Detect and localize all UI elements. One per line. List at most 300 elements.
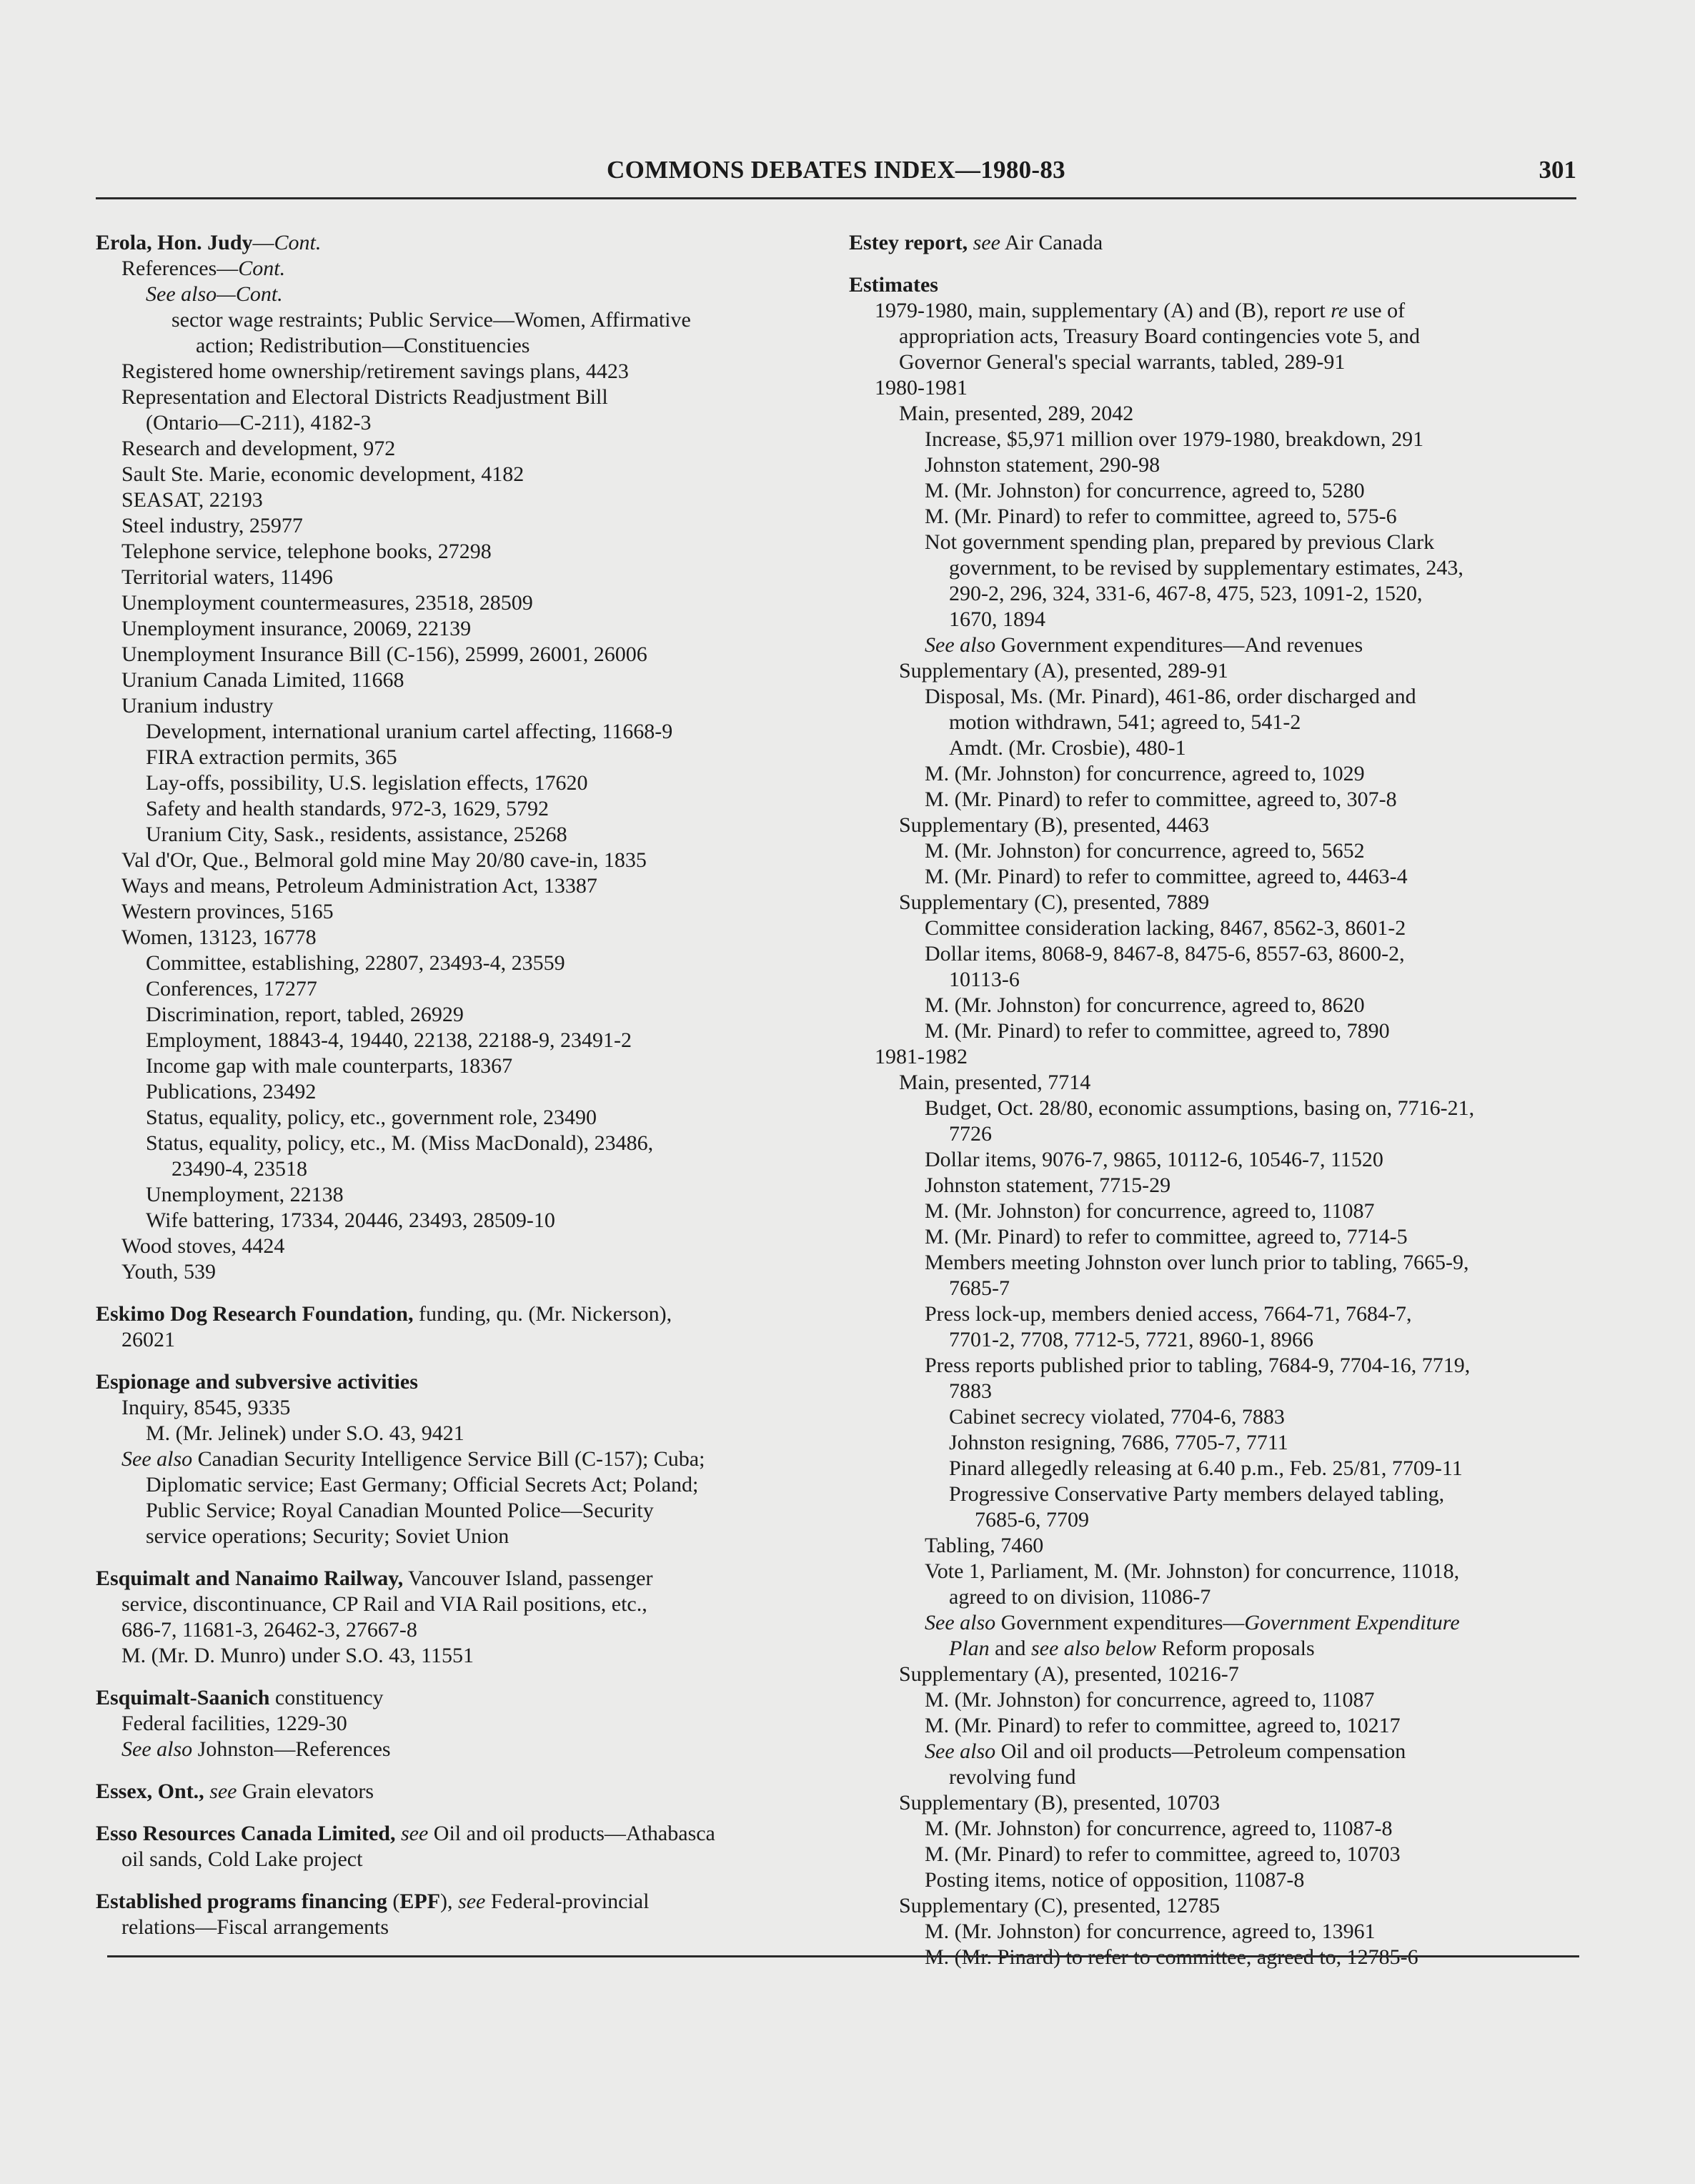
entry-subline	[96, 410, 817, 436]
entry-text: Johnston statement, 290-98	[925, 453, 1160, 477]
entry-text: 1980-1981	[875, 376, 968, 399]
entry-text	[968, 231, 973, 254]
entry-heading	[96, 1821, 817, 1847]
entry-heading	[96, 1685, 817, 1711]
entry-text: service operations; Security; Soviet Union	[146, 1524, 510, 1548]
entry-subline	[849, 1687, 1585, 1713]
entry-text: Uranium industry	[121, 694, 274, 718]
entry-heading	[96, 1566, 817, 1592]
entry-text: (Ontario—C-211), 4182-3	[146, 411, 372, 435]
entry-subline	[849, 890, 1585, 915]
entry-subline	[849, 941, 1585, 967]
entry-text: Budget, Oct. 28/80, economic assumptions, basing on, 7716-21,	[925, 1096, 1475, 1120]
entry-text: Air Canada	[1000, 231, 1103, 254]
entry-subline	[96, 565, 817, 590]
entry-subline	[96, 359, 817, 384]
entry-text: Plan	[949, 1637, 990, 1660]
entry-subline	[96, 796, 817, 822]
index-entry	[96, 1369, 817, 1549]
entry-subline	[849, 1739, 1585, 1764]
entry-text: M. (Mr. Johnston) for concurrence, agreed to, 11087	[925, 1688, 1375, 1712]
entry-subline	[96, 848, 817, 873]
entry-text: Main, presented, 7714	[899, 1071, 1091, 1094]
entry-subline	[849, 478, 1585, 504]
entry-subline	[849, 1379, 1585, 1404]
entry-text: Discrimination, report, tabled, 26929	[146, 1003, 464, 1026]
entry-subline	[96, 642, 817, 667]
entry-subline	[96, 719, 817, 745]
entry-text: Western provinces, 5165	[121, 900, 334, 923]
entry-text: Estey report,	[849, 231, 968, 254]
entry-text: Cont.	[274, 231, 322, 254]
entry-text: Development, international uranium cartel affecting, 11668-9	[146, 720, 673, 743]
entry-text: Safety and health standards, 972-3, 1629, 5792	[146, 797, 550, 820]
entry-text: Federal-provincial	[485, 1890, 650, 1913]
entry-text: motion withdrawn, 541; agreed to, 541-2	[949, 710, 1301, 734]
entry-text: Press lock-up, members denied access, 7664-71, 7684-7,	[925, 1302, 1412, 1326]
entry-text: M. (Mr. Pinard) to refer to committee, agreed to, 7890	[925, 1019, 1390, 1043]
entry-text: relations—Fiscal arrangements	[121, 1915, 389, 1939]
entry-text: Unemployment countermeasures, 23518, 28509	[121, 591, 533, 615]
page-header	[96, 156, 1576, 199]
entry-text: Steel industry, 25977	[121, 514, 303, 537]
entry-subline	[849, 864, 1585, 890]
entry-text: Status, equality, policy, etc., M. (Miss MacDonald), 23486,	[146, 1131, 654, 1155]
entry-text: Research and development, 972	[121, 437, 396, 460]
entry-text: funding, qu. (Mr. Nickerson),	[413, 1302, 672, 1326]
entry-subline	[849, 1198, 1585, 1224]
entry-subline	[849, 1790, 1585, 1816]
entry-text: Registered home ownership/retirement savings plans, 4423	[121, 359, 629, 383]
entry-text: Grain elevators	[237, 1780, 374, 1803]
bottom-rule	[107, 1955, 1579, 1957]
entry-subline	[96, 1327, 817, 1353]
entry-text: appropriation acts, Treasury Board contingencies vote 5, and	[899, 324, 1420, 348]
entry-heading	[96, 1369, 817, 1395]
entry-text: EPF	[399, 1890, 441, 1913]
entry-subline	[96, 616, 817, 642]
entry-text: —	[252, 231, 274, 254]
entry-text: Johnston resigning, 7686, 7705-7, 7711	[949, 1431, 1288, 1454]
entry-subline	[849, 684, 1585, 710]
entry-subline	[96, 1028, 817, 1053]
entry-text: see also below	[1031, 1637, 1156, 1660]
entry-text: See also	[121, 1447, 193, 1471]
entry-subline	[96, 950, 817, 976]
entry-text: Press reports published prior to tabling, 7684-9, 7704-16, 7719,	[925, 1354, 1471, 1377]
entry-text: see	[458, 1890, 486, 1913]
entry-text: M. (Mr. Pinard) to refer to committee, agreed to, 307-8	[925, 788, 1397, 811]
entry-text: Committee, establishing, 22807, 23493-4, 23559	[146, 951, 565, 975]
entry-text: re	[1331, 299, 1348, 322]
entry-text: M. (Mr. Johnston) for concurrence, agreed to, 13961	[925, 1920, 1376, 1943]
entry-text: See also	[121, 1737, 193, 1761]
entry-text: M. (Mr. Johnston) for concurrence, agreed to, 11087-8	[925, 1817, 1393, 1840]
entry-subline	[96, 1002, 817, 1028]
entry-text: See also	[925, 633, 996, 657]
entry-subline	[849, 915, 1585, 941]
index-entry	[96, 1779, 817, 1805]
entry-text: Esquimalt and Nanaimo Railway,	[96, 1567, 404, 1590]
entry-heading	[96, 1779, 817, 1805]
entry-subline	[96, 1105, 817, 1131]
entry-subline	[96, 976, 817, 1002]
entry-text	[395, 1822, 401, 1845]
entry-text: Supplementary (B), presented, 10703	[899, 1791, 1221, 1815]
entry-text: see	[973, 231, 1000, 254]
entry-subline	[849, 1481, 1585, 1507]
entry-subline	[96, 539, 817, 565]
entry-text: Publications, 23492	[146, 1080, 317, 1103]
entry-subline	[96, 899, 817, 925]
entry-text: Estimates	[849, 273, 938, 297]
entry-subline	[849, 993, 1585, 1018]
entry-text: Inquiry, 8545, 9335	[121, 1396, 291, 1419]
entry-subline	[849, 530, 1585, 555]
entry-text: agreed to on division, 11086-7	[949, 1585, 1211, 1609]
entry-subline	[96, 1711, 817, 1737]
index-entry	[849, 230, 1585, 256]
entry-text: Governor General's special warrants, tabled, 289-91	[899, 350, 1346, 374]
index-entry	[96, 230, 817, 1285]
entry-text: M. (Mr. Pinard) to refer to committee, agreed to, 10217	[925, 1714, 1401, 1737]
entry-subline	[96, 745, 817, 770]
entry-subline	[96, 1472, 817, 1498]
entry-text: Government expenditures—And revenues	[995, 633, 1363, 657]
entry-text: Unemployment, 22138	[146, 1183, 344, 1206]
entry-text: Government Expenditure	[1244, 1611, 1460, 1634]
entry-text: M. (Mr. Johnston) for concurrence, agreed to, 5652	[925, 839, 1365, 863]
entry-subline	[849, 324, 1585, 349]
entry-text: 10113-6	[949, 968, 1020, 991]
entry-text: Supplementary (B), presented, 4463	[899, 813, 1210, 837]
entry-text: oil sands, Cold Lake project	[121, 1847, 363, 1871]
entry-text: M. (Mr. Pinard) to refer to committee, agreed to, 575-6	[925, 505, 1397, 528]
entry-text: Lay-offs, possibility, U.S. legislation effects, 17620	[146, 771, 588, 795]
entry-subline	[96, 822, 817, 848]
entry-text: Income gap with male counterparts, 18367	[146, 1054, 513, 1078]
entry-subline	[849, 1636, 1585, 1662]
entry-subline	[849, 1584, 1585, 1610]
entry-text: Status, equality, policy, etc., government role, 23490	[146, 1106, 597, 1129]
entry-text: M. (Mr. Pinard) to refer to committee, agreed to, 7714-5	[925, 1225, 1408, 1249]
entry-subline	[849, 555, 1585, 581]
entry-subline	[849, 452, 1585, 478]
entry-subline	[849, 632, 1585, 658]
entry-text: 7726	[949, 1122, 992, 1146]
entry-text: Dollar items, 9076-7, 9865, 10112-6, 10546-7, 11520	[925, 1148, 1383, 1171]
entry-subline	[849, 787, 1585, 813]
entry-text: Eskimo Dog Research Foundation,	[96, 1302, 414, 1326]
entry-subline	[96, 1131, 817, 1156]
entry-subline	[849, 1919, 1585, 1945]
entry-subline	[96, 1617, 817, 1643]
entry-text: Reform proposals	[1155, 1637, 1315, 1660]
entry-text: use of	[1348, 299, 1406, 322]
page-number: 301	[1539, 156, 1576, 184]
index-entry	[96, 1566, 817, 1669]
entry-subline	[849, 1147, 1585, 1173]
running-head-title: COMMONS DEBATES INDEX—1980-83	[607, 156, 1065, 184]
entry-text: Representation and Electoral Districts Readjustment Bill	[121, 385, 608, 409]
entry-text: Pinard allegedly releasing at 6.40 p.m., Feb. 25/81, 7709-11	[949, 1456, 1463, 1480]
entry-subline	[849, 1070, 1585, 1096]
entry-subline	[849, 1816, 1585, 1842]
entry-text: Canadian Security Intelligence Service Bill (C-157); Cuba;	[192, 1447, 705, 1471]
entry-text: M. (Mr. D. Munro) under S.O. 43, 11551	[121, 1644, 474, 1667]
entry-subline	[849, 1764, 1585, 1790]
entry-subline	[96, 1421, 817, 1446]
entry-text: Disposal, Ms. (Mr. Pinard), 461-86, order discharged and	[925, 685, 1416, 708]
entry-subline	[96, 513, 817, 539]
entry-text: and	[989, 1637, 1031, 1660]
entry-text: Oil and oil products—Athabasca	[428, 1822, 715, 1845]
entry-subline	[849, 1507, 1585, 1533]
entry-subline	[849, 504, 1585, 530]
entry-subline	[96, 1156, 817, 1182]
entry-text: Posting items, notice of opposition, 11087-8	[925, 1868, 1305, 1892]
entry-text: Sault Ste. Marie, economic development, 4182	[121, 462, 525, 486]
entry-subline	[96, 436, 817, 462]
entry-subline	[96, 1592, 817, 1617]
entry-subline	[849, 298, 1585, 324]
entry-text: M. (Mr. Pinard) to refer to committee, agreed to, 10703	[925, 1842, 1401, 1866]
entry-text: 7685-7	[949, 1276, 1010, 1300]
entry-subline	[849, 658, 1585, 684]
entry-subline	[849, 710, 1585, 735]
entry-text: 23490-4, 23518	[172, 1157, 307, 1181]
entry-subline	[849, 1610, 1585, 1636]
entry-text: 290-2, 296, 324, 331-6, 467-8, 475, 523, 1091-2, 1520,	[949, 582, 1423, 605]
entry-text: Oil and oil products—Petroleum compensation	[995, 1739, 1406, 1763]
entry-subline	[96, 1208, 817, 1234]
entry-subline	[96, 873, 817, 899]
entry-text: see	[209, 1780, 237, 1803]
entry-subline	[849, 349, 1585, 375]
entry-text: FIRA extraction permits, 365	[146, 745, 397, 769]
entry-subline	[96, 1915, 817, 1940]
entry-subline	[849, 1018, 1585, 1044]
entry-subline	[96, 590, 817, 616]
entry-subline	[96, 1643, 817, 1669]
entry-subline	[849, 427, 1585, 452]
entry-text: Main, presented, 289, 2042	[899, 402, 1134, 425]
entry-subline	[849, 1559, 1585, 1584]
entry-subline	[96, 770, 817, 796]
entry-subline	[849, 735, 1585, 761]
entry-subline	[96, 307, 817, 333]
entry-subline	[849, 761, 1585, 787]
entry-text: Wood stoves, 4424	[121, 1234, 285, 1258]
entry-text: 7685-6, 7709	[975, 1508, 1089, 1532]
index-entry	[96, 1685, 817, 1762]
entry-text: Not government spending plan, prepared by previous Clark	[925, 530, 1435, 554]
entry-subline	[849, 1173, 1585, 1198]
entry-text: 686-7, 11681-3, 26462-3, 27667-8	[121, 1618, 417, 1642]
entry-subline	[849, 401, 1585, 427]
entry-text: Telephone service, telephone books, 27298	[121, 540, 492, 563]
entry-subline	[849, 375, 1585, 401]
entry-text: Dollar items, 8068-9, 8467-8, 8475-6, 8557-63, 8600-2,	[925, 942, 1405, 966]
entry-text: Erola, Hon. Judy	[96, 231, 253, 254]
entry-subline	[96, 256, 817, 282]
entry-text: Supplementary (C), presented, 7889	[899, 890, 1210, 914]
entry-text: SEASAT, 22193	[121, 488, 263, 512]
entry-subline	[849, 1713, 1585, 1739]
entry-heading	[96, 1889, 817, 1915]
entry-text: 1979-1980, main, supplementary (A) and (B), report	[875, 299, 1331, 322]
entry-text: Supplementary (A), presented, 10216-7	[899, 1662, 1239, 1686]
entry-subline	[849, 1867, 1585, 1893]
entry-text: Uranium City, Sask., residents, assistance, 25268	[146, 823, 567, 846]
entry-subline	[849, 607, 1585, 632]
entry-subline	[849, 1842, 1585, 1867]
entry-subline	[849, 1224, 1585, 1250]
entry-text: action; Redistribution—Constituencies	[196, 334, 530, 357]
entry-text: ),	[440, 1890, 459, 1913]
entry-subline	[849, 1404, 1585, 1430]
entry-text: Diplomatic service; East Germany; Official Secrets Act; Poland;	[146, 1473, 699, 1496]
entry-text: government, to be revised by supplementary estimates, 243,	[949, 556, 1463, 580]
entry-text: Territorial waters, 11496	[121, 565, 333, 589]
entry-text: Conferences, 17277	[146, 977, 317, 1001]
entry-text: M. (Mr. Johnston) for concurrence, agreed to, 1029	[925, 762, 1365, 785]
entry-text: Government expenditures—	[995, 1611, 1245, 1634]
entry-text: Esso Resources Canada Limited,	[96, 1822, 396, 1845]
index-entry	[96, 1301, 817, 1353]
entry-subline	[96, 487, 817, 513]
entry-subline	[849, 1121, 1585, 1147]
entry-subline	[849, 1327, 1585, 1353]
entry-subline	[849, 1945, 1585, 1970]
entry-text: Ways and means, Petroleum Administration Act, 13387	[121, 874, 597, 898]
entry-text: M. (Mr. Johnston) for concurrence, agreed to, 5280	[925, 479, 1365, 502]
entry-subline	[96, 693, 817, 719]
entry-text: Johnston statement, 7715-29	[925, 1173, 1171, 1197]
entry-text: Increase, $5,971 million over 1979-1980, breakdown, 291	[925, 427, 1424, 451]
entry-text: revolving fund	[949, 1765, 1076, 1789]
entry-text: See also	[925, 1611, 996, 1634]
entry-text: Established programs financing	[96, 1890, 387, 1913]
entry-subline	[849, 1044, 1585, 1070]
entry-subline	[849, 1893, 1585, 1919]
entry-text: 7883	[949, 1379, 992, 1403]
entry-text: 1981-1982	[875, 1045, 968, 1068]
entry-text: service, discontinuance, CP Rail and VIA Rail positions, etc.,	[121, 1592, 647, 1616]
entry-text: Unemployment Insurance Bill (C-156), 25999, 26001, 26006	[121, 642, 647, 666]
entry-text: Progressive Conservative Party members delayed tabling,	[949, 1482, 1445, 1506]
entry-text: Vote 1, Parliament, M. (Mr. Johnston) for concurrence, 11018,	[925, 1559, 1460, 1583]
entry-subline	[96, 1079, 817, 1105]
entry-text: Uranium Canada Limited, 11668	[121, 668, 404, 692]
entry-subline	[849, 1456, 1585, 1481]
entry-text: Tabling, 7460	[925, 1534, 1044, 1557]
entry-text: Vancouver Island, passenger	[403, 1567, 653, 1590]
entry-text: Federal facilities, 1229-30	[121, 1712, 347, 1735]
entry-subline	[849, 1353, 1585, 1379]
entry-text: Supplementary (C), presented, 12785	[899, 1894, 1221, 1917]
entry-text: Cabinet secrecy violated, 7704-6, 7883	[949, 1405, 1285, 1429]
entry-text: Unemployment insurance, 20069, 22139	[121, 617, 472, 640]
index-entry	[96, 1889, 817, 1940]
entry-text: 1670, 1894	[949, 607, 1045, 631]
entry-subline	[849, 967, 1585, 993]
entry-subline	[96, 384, 817, 410]
entry-subline	[849, 1301, 1585, 1327]
entry-subline	[96, 1446, 817, 1472]
entry-text: Women, 13123, 16778	[121, 925, 317, 949]
entry-text: Johnston—References	[192, 1737, 391, 1761]
entry-text: See also	[925, 1739, 996, 1763]
entry-text: M. (Mr. Johnston) for concurrence, agreed to, 8620	[925, 993, 1365, 1017]
entry-subline	[96, 1234, 817, 1259]
entry-text: Supplementary (A), presented, 289-91	[899, 659, 1228, 682]
entry-text: M. (Mr. Pinard) to refer to committee, agreed to, 12785-6	[925, 1945, 1418, 1969]
entry-subline	[849, 1096, 1585, 1121]
entry-text: 26021	[121, 1328, 175, 1351]
entry-heading	[96, 230, 817, 256]
entry-subline	[849, 1662, 1585, 1687]
entry-text: Committee consideration lacking, 8467, 8562-3, 8601-2	[925, 916, 1406, 940]
index-entry	[96, 1821, 817, 1872]
index-column-right	[849, 230, 1585, 1970]
entry-text: See also—Cont.	[146, 282, 283, 306]
entry-text: Esquimalt-Saanich	[96, 1686, 270, 1709]
entry-text: sector wage restraints; Public Service—Women, Affirmative	[172, 308, 691, 332]
entry-text: M. (Mr. Pinard) to refer to committee, agreed to, 4463-4	[925, 865, 1408, 888]
entry-subline	[96, 925, 817, 950]
entry-text: see	[400, 1822, 429, 1845]
entry-text: Youth, 539	[121, 1260, 216, 1284]
entry-subline	[96, 1395, 817, 1421]
entry-text: Amdt. (Mr. Crosbie), 480-1	[949, 736, 1186, 760]
entry-subline	[849, 1276, 1585, 1301]
entry-text: References—	[121, 257, 239, 280]
entry-subline	[96, 333, 817, 359]
entry-text: Essex, Ont.,	[96, 1780, 204, 1803]
entry-text: Wife battering, 17334, 20446, 23493, 28509-10	[146, 1208, 555, 1232]
entry-text: Members meeting Johnston over lunch prior to tabling, 7665-9,	[925, 1251, 1469, 1274]
entry-subline	[849, 838, 1585, 864]
entry-text: Val d'Or, Que., Belmoral gold mine May 20/80 cave-in, 1835	[121, 848, 647, 872]
entry-subline	[849, 581, 1585, 607]
entry-subline	[96, 1524, 817, 1549]
entry-subline	[96, 1053, 817, 1079]
entry-subline	[96, 462, 817, 487]
entry-subline	[849, 1430, 1585, 1456]
entry-subline	[849, 813, 1585, 838]
entry-heading	[96, 1301, 817, 1327]
entry-subline	[849, 1250, 1585, 1276]
index-column-left	[96, 230, 817, 1940]
entry-subline	[96, 667, 817, 693]
index-entry	[849, 272, 1585, 1970]
entry-subline	[96, 282, 817, 307]
entry-subline	[96, 1737, 817, 1762]
entry-heading	[849, 230, 1585, 256]
entry-subline	[96, 1182, 817, 1208]
entry-subline	[96, 1259, 817, 1285]
entry-text: constituency	[269, 1686, 384, 1709]
entry-text: Espionage and subversive activities	[96, 1370, 418, 1394]
entry-text: M. (Mr. Johnston) for concurrence, agreed to, 11087	[925, 1199, 1375, 1223]
entry-text: Public Service; Royal Canadian Mounted Police—Security	[146, 1499, 654, 1522]
entry-subline	[849, 1533, 1585, 1559]
entry-subline	[96, 1498, 817, 1524]
entry-subline	[96, 1847, 817, 1872]
entry-text: M. (Mr. Jelinek) under S.O. 43, 9421	[146, 1421, 464, 1445]
entry-text: Employment, 18843-4, 19440, 22138, 22188-9, 23491-2	[146, 1028, 632, 1052]
